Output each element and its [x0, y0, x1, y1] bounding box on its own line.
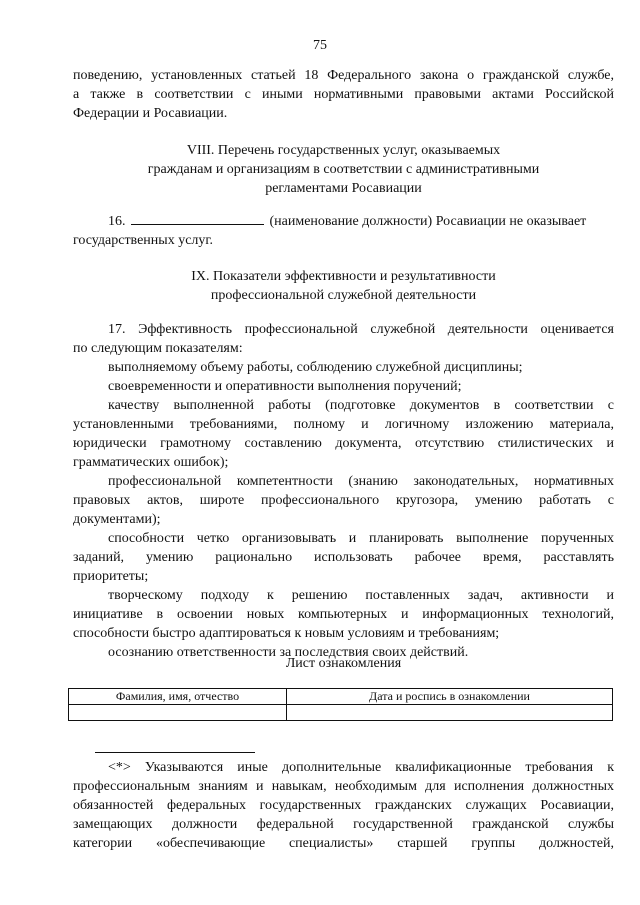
- intro-line: Федерации и Росавиации.: [73, 106, 228, 121]
- body-line: установленными требованиями, полному и логичному изложению материала,: [73, 417, 614, 432]
- body-line: профессиональной компетентности (знанию законодательных, нормативных: [108, 474, 614, 489]
- section-heading: профессиональной служебной деятельности: [210, 288, 477, 303]
- body-line: приоритеты;: [73, 569, 149, 584]
- footnote-line: категории «обеспечивающие специалисты» старшей группы должностей,: [73, 836, 614, 851]
- table-row: [69, 705, 613, 721]
- item-text: (наименование должности) Росавиации не оказывает: [269, 214, 587, 229]
- body-line: способности четко организовывать и планировать выполнение порученных: [108, 531, 614, 546]
- position-blank-line: [131, 212, 264, 225]
- table-header-row: [69, 689, 613, 705]
- body-line: грамматических ошибок);: [73, 455, 229, 470]
- body-line: 17. Эффективность профессиональной служебной деятельности оценивается: [108, 322, 614, 337]
- acquaintance-title: Лист ознакомления: [285, 656, 402, 671]
- page-number: 75: [313, 38, 327, 53]
- body-line: юридически грамотному составлению документа, отсутствию стилистических и: [73, 436, 614, 451]
- column-header: Дата и роспись в ознакомлении: [287, 689, 613, 705]
- body-line: документами);: [73, 512, 161, 527]
- body-line: осознанию ответственности за последствия своих действий.: [108, 645, 469, 660]
- item-16-continuation: государственных услуг.: [73, 233, 214, 248]
- item-number: 16.: [108, 214, 126, 229]
- section-heading: IX. Показатели эффективности и результативности: [191, 269, 496, 284]
- body-line: инициативе в освоении новых компьютерных и информационных технологий,: [73, 607, 614, 622]
- column-header: Фамилия, имя, отчество: [69, 689, 287, 705]
- body-line: качеству выполненной работы (подготовке документов в соответствии с: [108, 398, 614, 413]
- body-line: правовых актов, широте профессионального кругозора, умению работать с: [73, 493, 614, 508]
- table-cell: [287, 705, 613, 721]
- body-line: своевременности и оперативности выполнения поручений;: [108, 379, 462, 394]
- body-line: заданий, умению рационально использовать рабочее время, расставлять: [73, 550, 614, 565]
- body-line: по следующим показателям:: [73, 341, 243, 356]
- footnote-line: обязанностей федеральных государственных гражданских служащих Росавиации,: [73, 798, 614, 813]
- intro-line: поведению, установленных статьей 18 Федерального закона о гражданской службе,: [73, 68, 614, 83]
- item-16: [108, 212, 614, 231]
- body-line: выполняемому объему работы, соблюдению служебной дисциплины;: [108, 360, 523, 375]
- section-heading: VIII. Перечень государственных услуг, оказываемых: [186, 143, 501, 158]
- body-line: творческому подходу к решению поставленных задач, активности и: [108, 588, 614, 603]
- footnote-line: замещающих должности федеральной государственной гражданской службы: [73, 817, 614, 832]
- table-cell: [69, 705, 287, 721]
- footnote-separator: [95, 752, 255, 753]
- footnote-line: профессиональным знаниям и навыкам, необходимым для исполнения должностных: [73, 779, 614, 794]
- section-heading: регламентами Росавиации: [265, 181, 422, 196]
- footnote-line: <*> Указываются иные дополнительные квалификационные требования к: [108, 760, 614, 775]
- acquaintance-table: [68, 688, 613, 721]
- section-heading: гражданам и организациям в соответствии с административными: [147, 162, 540, 177]
- intro-line: а также в соответствии с иными нормативными правовыми актами Российской: [73, 87, 614, 102]
- body-line: способности быстро адаптироваться к новым условиям и требованиям;: [73, 626, 500, 641]
